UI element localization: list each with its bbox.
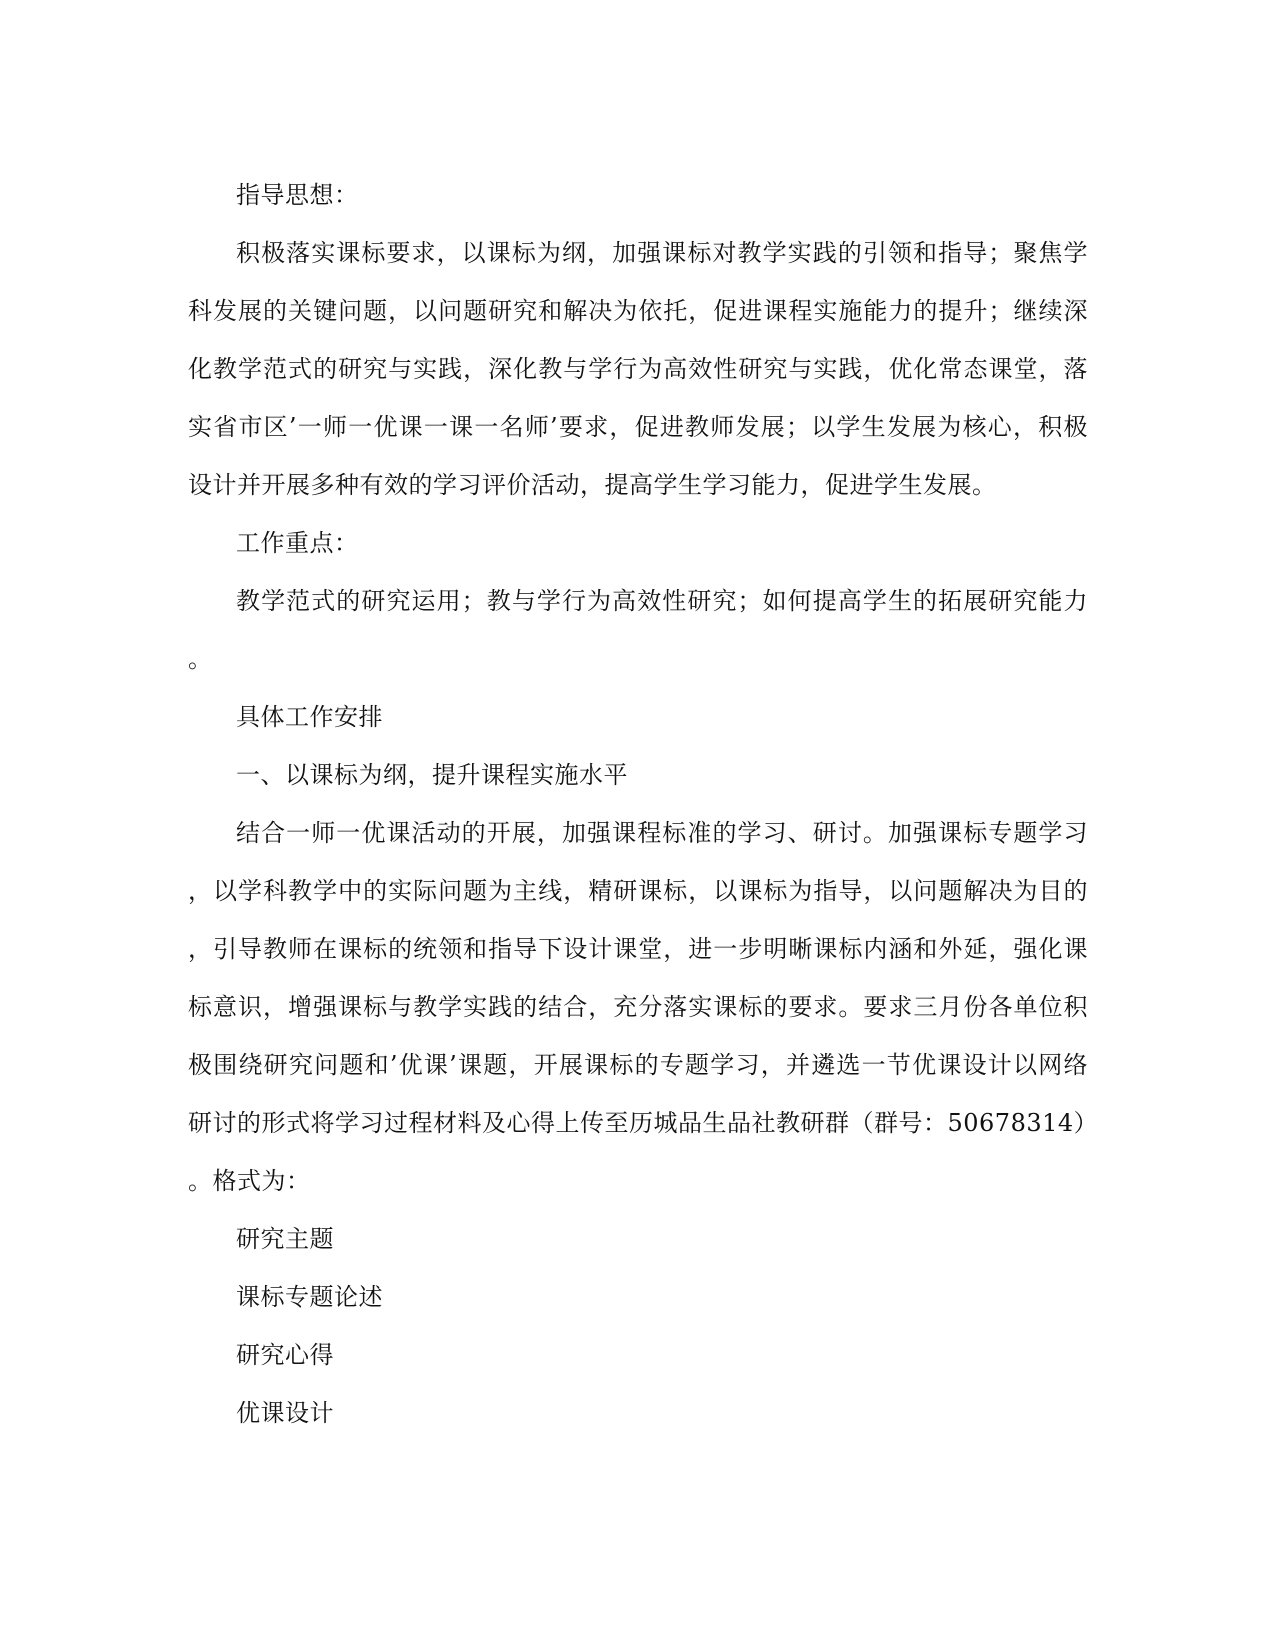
format-item: 研究心得 <box>236 1341 334 1369</box>
guiding-paragraph-line: 积极落实课标要求，以课标为纲，加强课标对教学实践的引领和指导；聚焦学 <box>236 239 1088 267</box>
guiding-paragraph-line: 化教学范式的研究与实践，深化教与学行为高效性研究与实践，优化常态课堂，落 <box>188 355 1088 383</box>
guiding-paragraph-line: 科发展的关键问题，以问题研究和解决为依托，促进课程实施能力的提升；继续深 <box>188 297 1088 325</box>
heading-work-focus: 工作重点： <box>236 529 359 557</box>
focus-paragraph-line: 。 <box>188 645 213 673</box>
format-item: 优课设计 <box>236 1399 334 1427</box>
section-one-title: 一、以课标为纲，提升课程实施水平 <box>236 761 628 789</box>
focus-paragraph-line: 教学范式的研究运用；教与学行为高效性研究；如何提高学生的拓展研究能力 <box>236 587 1088 615</box>
document-body <box>188 166 1099 1442</box>
guiding-paragraph-line: 设计并开展多种有效的学习评价活动，提高学生学习能力，促进学生发展。 <box>188 471 997 499</box>
section-one-paragraph-line: ，以学科教学中的实际问题为主线，精研课标，以课标为指导，以问题解决为目的 <box>188 877 1088 905</box>
guiding-paragraph-line: 实省市区’一师一优课一课一名师’要求，促进教师发展；以学生发展为核心，积极 <box>188 413 1088 441</box>
format-item: 课标专题论述 <box>236 1283 383 1311</box>
section-one-paragraph-line: 结合一师一优课活动的开展，加强课程标准的学习、研讨。加强课标专题学习 <box>236 819 1088 847</box>
heading-work-arrangement: 具体工作安排 <box>236 703 383 731</box>
format-item: 研究主题 <box>236 1225 334 1253</box>
section-one-paragraph-line: 标意识，增强课标与教学实践的结合，充分落实课标的要求。要求三月份各单位积 <box>188 993 1088 1021</box>
section-one-paragraph-line: 。格式为： <box>188 1167 311 1195</box>
section-one-paragraph-line: 极围绕研究问题和’优课’课题，开展课标的专题学习，并遴选一节优课设计以网络 <box>188 1051 1088 1079</box>
section-one-paragraph-line: ，引导教师在课标的统领和指导下设计课堂，进一步明晰课标内涵和外延，强化课 <box>188 935 1088 963</box>
heading-guiding-ideology: 指导思想： <box>236 181 359 209</box>
section-one-paragraph-line: 研讨的形式将学习过程材料及心得上传至历城品生品社教研群（群号：50678314） <box>188 1109 1099 1137</box>
